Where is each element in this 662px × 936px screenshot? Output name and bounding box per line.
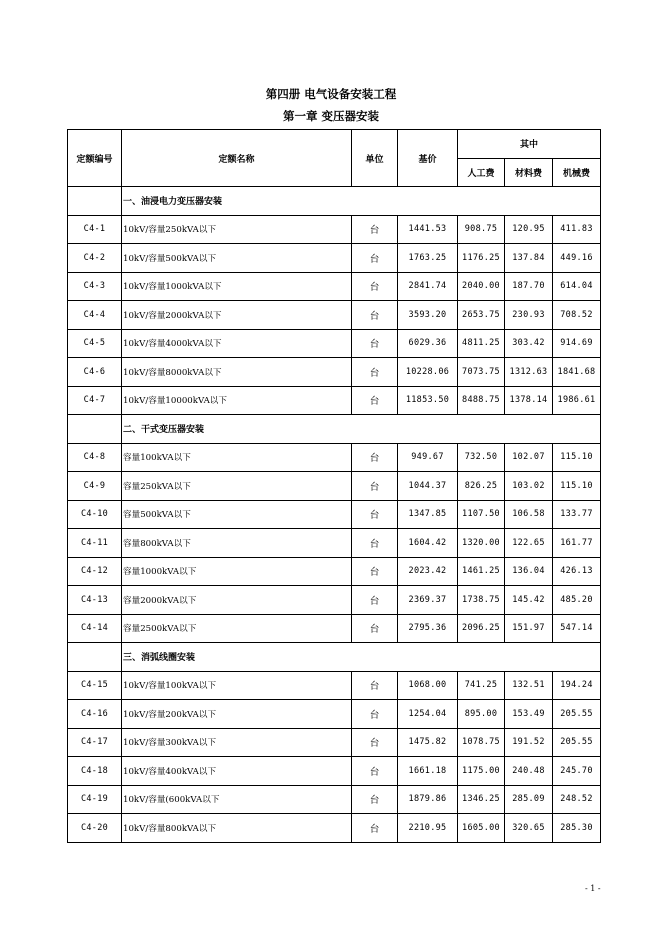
machinery-cost-cell: 1986.61: [553, 386, 601, 415]
material-cost-cell: 153.49: [505, 700, 553, 729]
machinery-cost-cell: 1841.68: [553, 358, 601, 387]
quota-name: 容量2500kVA以下: [122, 614, 352, 643]
base-price-cell: 1763.25: [398, 244, 458, 273]
material-cost-cell: 137.84: [505, 244, 553, 273]
header-name: 定额名称: [122, 130, 352, 187]
material-cost-cell: 145.42: [505, 586, 553, 615]
quota-name: 10kV/容量400kVA以下: [122, 757, 352, 786]
material-cost-cell: 230.93: [505, 301, 553, 330]
section-code-cell: [68, 643, 122, 672]
quota-code: C4-10: [68, 500, 122, 529]
table-row: [68, 614, 601, 643]
labor-cost-cell: 1346.25: [458, 785, 505, 814]
machinery-cost-cell: 248.52: [553, 785, 601, 814]
quota-code: C4-8: [68, 443, 122, 472]
quota-name: 容量500kVA以下: [122, 500, 352, 529]
table-row: [68, 557, 601, 586]
labor-cost-cell: 4811.25: [458, 329, 505, 358]
machinery-cost-cell: 115.10: [553, 443, 601, 472]
quota-name: 10kV/容量200kVA以下: [122, 700, 352, 729]
quota-code: C4-5: [68, 329, 122, 358]
base-price-cell: 1254.04: [398, 700, 458, 729]
machinery-cost-cell: 205.55: [553, 728, 601, 757]
section-row: [68, 415, 601, 444]
machinery-cost-cell: 426.13: [553, 557, 601, 586]
material-cost-cell: 103.02: [505, 472, 553, 501]
base-price-cell: 1661.18: [398, 757, 458, 786]
quota-code: C4-13: [68, 586, 122, 615]
material-cost-cell: 136.04: [505, 557, 553, 586]
section-title: 一、油浸电力变压器安装: [122, 187, 601, 216]
material-cost-cell: 1312.63: [505, 358, 553, 387]
base-price-cell: 1879.86: [398, 785, 458, 814]
quota-code: C4-6: [68, 358, 122, 387]
machinery-cost-cell: 614.04: [553, 272, 601, 301]
quota-name: 10kV/容量2000kVA以下: [122, 301, 352, 330]
unit-cell: 台: [352, 785, 398, 814]
material-cost-cell: 120.95: [505, 215, 553, 244]
table-row: [68, 443, 601, 472]
table-row: [68, 301, 601, 330]
labor-cost-cell: 826.25: [458, 472, 505, 501]
quota-code: C4-9: [68, 472, 122, 501]
page-number: - 1 -: [585, 884, 601, 893]
base-price-cell: 1068.00: [398, 671, 458, 700]
base-price-cell: 2841.74: [398, 272, 458, 301]
labor-cost-cell: 1176.25: [458, 244, 505, 273]
quota-name: 10kV/容量4000kVA以下: [122, 329, 352, 358]
chapter-title: 第一章 变压器安装: [282, 109, 379, 123]
table-row: [68, 700, 601, 729]
unit-cell: 台: [352, 244, 398, 273]
section-code-cell: [68, 415, 122, 444]
quota-name: 10kV/容量800kVA以下: [122, 814, 352, 843]
base-price-cell: 1044.37: [398, 472, 458, 501]
labor-cost-cell: 908.75: [458, 215, 505, 244]
table-row: [68, 671, 601, 700]
base-price-cell: 2023.42: [398, 557, 458, 586]
labor-cost-cell: 1605.00: [458, 814, 505, 843]
section-row: [68, 187, 601, 216]
quota-name: 容量2000kVA以下: [122, 586, 352, 615]
machinery-cost-cell: 547.14: [553, 614, 601, 643]
quota-code: C4-18: [68, 757, 122, 786]
material-cost-cell: 132.51: [505, 671, 553, 700]
quota-code: C4-12: [68, 557, 122, 586]
table-row: [68, 329, 601, 358]
quota-code: C4-16: [68, 700, 122, 729]
labor-cost-cell: 2040.00: [458, 272, 505, 301]
header-row: [68, 130, 601, 159]
quota-code: C4-1: [68, 215, 122, 244]
quota-code: C4-14: [68, 614, 122, 643]
quota-name: 容量1000kVA以下: [122, 557, 352, 586]
quota-code: C4-17: [68, 728, 122, 757]
unit-cell: 台: [352, 586, 398, 615]
quota-code: C4-19: [68, 785, 122, 814]
labor-cost-cell: 1738.75: [458, 586, 505, 615]
machinery-cost-cell: 285.30: [553, 814, 601, 843]
material-cost-cell: 285.09: [505, 785, 553, 814]
machinery-cost-cell: 115.10: [553, 472, 601, 501]
material-cost-cell: 106.58: [505, 500, 553, 529]
quota-name: 10kV/容量(600kVA以下: [122, 785, 352, 814]
quota-name: 容量100kVA以下: [122, 443, 352, 472]
base-price-cell: 6029.36: [398, 329, 458, 358]
machinery-cost-cell: 485.20: [553, 586, 601, 615]
table-row: [68, 244, 601, 273]
header-material: 材料费: [505, 158, 553, 187]
labor-cost-cell: 8488.75: [458, 386, 505, 415]
labor-cost-cell: 1175.00: [458, 757, 505, 786]
table-row: [68, 358, 601, 387]
base-price-cell: 11853.50: [398, 386, 458, 415]
header-code: 定额编号: [68, 130, 122, 187]
base-price-cell: 1347.85: [398, 500, 458, 529]
unit-cell: 台: [352, 557, 398, 586]
machinery-cost-cell: 411.83: [553, 215, 601, 244]
quota-name: 10kV/容量100kVA以下: [122, 671, 352, 700]
machinery-cost-cell: 708.52: [553, 301, 601, 330]
quota-name: 容量250kVA以下: [122, 472, 352, 501]
table-row: [68, 728, 601, 757]
quota-name: 10kV/容量8000kVA以下: [122, 358, 352, 387]
material-cost-cell: 1378.14: [505, 386, 553, 415]
unit-cell: 台: [352, 757, 398, 786]
material-cost-cell: 191.52: [505, 728, 553, 757]
quota-code: C4-7: [68, 386, 122, 415]
table-row: [68, 814, 601, 843]
header-machinery: 机械费: [553, 158, 601, 187]
base-price-cell: 2795.36: [398, 614, 458, 643]
material-cost-cell: 122.65: [505, 529, 553, 558]
header-of-which: 其中: [458, 130, 601, 159]
quota-name: 容量800kVA以下: [122, 529, 352, 558]
quota-name: 10kV/容量10000kVA以下: [122, 386, 352, 415]
table-row: [68, 785, 601, 814]
material-cost-cell: 151.97: [505, 614, 553, 643]
unit-cell: 台: [352, 329, 398, 358]
base-price-cell: 3593.20: [398, 301, 458, 330]
unit-cell: 台: [352, 814, 398, 843]
machinery-cost-cell: 161.77: [553, 529, 601, 558]
material-cost-cell: 320.65: [505, 814, 553, 843]
labor-cost-cell: 7073.75: [458, 358, 505, 387]
material-cost-cell: 187.70: [505, 272, 553, 301]
unit-cell: 台: [352, 671, 398, 700]
unit-cell: 台: [352, 728, 398, 757]
header-base-price: 基价: [398, 130, 458, 187]
machinery-cost-cell: 914.69: [553, 329, 601, 358]
material-cost-cell: 303.42: [505, 329, 553, 358]
quota-name: 10kV/容量1000kVA以下: [122, 272, 352, 301]
base-price-cell: 1604.42: [398, 529, 458, 558]
section-title: 二、干式变压器安装: [122, 415, 601, 444]
unit-cell: 台: [352, 301, 398, 330]
quota-code: C4-2: [68, 244, 122, 273]
labor-cost-cell: 2653.75: [458, 301, 505, 330]
material-cost-cell: 102.07: [505, 443, 553, 472]
labor-cost-cell: 2096.25: [458, 614, 505, 643]
unit-cell: 台: [352, 386, 398, 415]
machinery-cost-cell: 449.16: [553, 244, 601, 273]
quota-name: 10kV/容量250kVA以下: [122, 215, 352, 244]
material-cost-cell: 240.48: [505, 757, 553, 786]
quota-code: C4-15: [68, 671, 122, 700]
unit-cell: 台: [352, 529, 398, 558]
volume-title: 第四册 电气设备安装工程: [265, 87, 397, 101]
base-price-cell: 1441.53: [398, 215, 458, 244]
base-price-cell: 10228.06: [398, 358, 458, 387]
machinery-cost-cell: 205.55: [553, 700, 601, 729]
quota-code: C4-20: [68, 814, 122, 843]
labor-cost-cell: 895.00: [458, 700, 505, 729]
header-labor: 人工费: [458, 158, 505, 187]
table-row: [68, 472, 601, 501]
base-price-cell: 1475.82: [398, 728, 458, 757]
labor-cost-cell: 732.50: [458, 443, 505, 472]
section-row: [68, 643, 601, 672]
machinery-cost-cell: 133.77: [553, 500, 601, 529]
table-row: [68, 215, 601, 244]
base-price-cell: 2210.95: [398, 814, 458, 843]
unit-cell: 台: [352, 500, 398, 529]
quota-code: C4-11: [68, 529, 122, 558]
unit-cell: 台: [352, 614, 398, 643]
base-price-cell: 949.67: [398, 443, 458, 472]
base-price-cell: 2369.37: [398, 586, 458, 615]
machinery-cost-cell: 245.70: [553, 757, 601, 786]
unit-cell: 台: [352, 358, 398, 387]
section-code-cell: [68, 187, 122, 216]
unit-cell: 台: [352, 215, 398, 244]
table-row: [68, 529, 601, 558]
quota-code: C4-3: [68, 272, 122, 301]
header-unit: 单位: [352, 130, 398, 187]
unit-cell: 台: [352, 472, 398, 501]
quota-table: [67, 129, 601, 843]
section-title: 三、消弧线圈安装: [122, 643, 601, 672]
table-row: [68, 500, 601, 529]
machinery-cost-cell: 194.24: [553, 671, 601, 700]
unit-cell: 台: [352, 700, 398, 729]
quota-name: 10kV/容量300kVA以下: [122, 728, 352, 757]
table-row: [68, 586, 601, 615]
quota-name: 10kV/容量500kVA以下: [122, 244, 352, 273]
table-row: [68, 272, 601, 301]
labor-cost-cell: 1320.00: [458, 529, 505, 558]
labor-cost-cell: 1461.25: [458, 557, 505, 586]
labor-cost-cell: 741.25: [458, 671, 505, 700]
quota-code: C4-4: [68, 301, 122, 330]
table-row: [68, 386, 601, 415]
table-row: [68, 757, 601, 786]
unit-cell: 台: [352, 443, 398, 472]
unit-cell: 台: [352, 272, 398, 301]
labor-cost-cell: 1107.50: [458, 500, 505, 529]
labor-cost-cell: 1078.75: [458, 728, 505, 757]
